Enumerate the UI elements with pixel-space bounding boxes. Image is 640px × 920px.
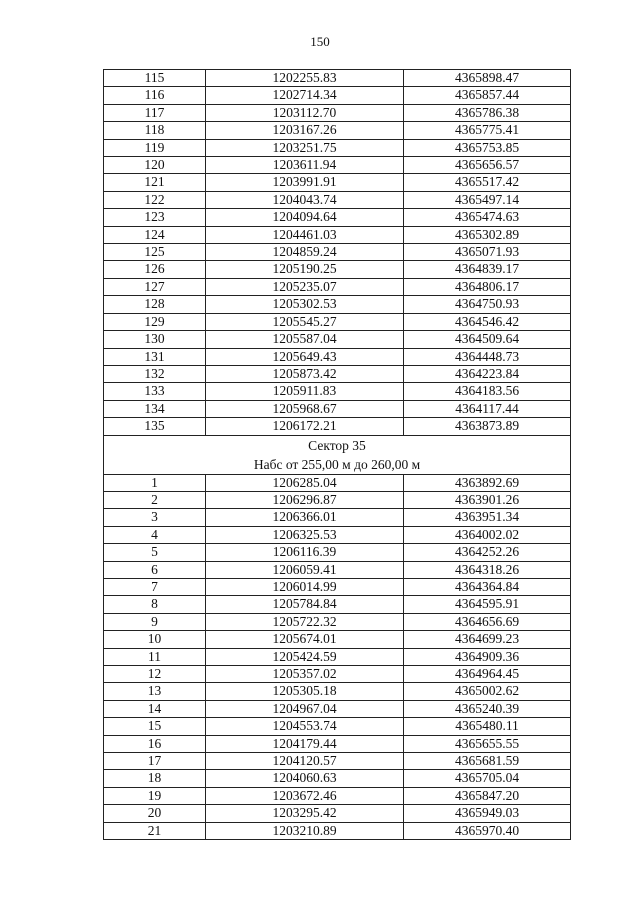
point-number: 12 [104,666,206,683]
x-coordinate: 1205357.02 [206,666,404,683]
x-coordinate: 1205873.42 [206,365,404,382]
x-coordinate: 1204461.03 [206,226,404,243]
y-coordinate: 4365705.04 [404,770,571,787]
point-number: 5 [104,544,206,561]
y-coordinate: 4364448.73 [404,348,571,365]
point-number: 115 [104,70,206,87]
x-coordinate: 1204179.44 [206,735,404,752]
y-coordinate: 4365071.93 [404,244,571,261]
sector-header [104,435,571,474]
coordinates-table [103,69,571,840]
x-coordinate: 1206014.99 [206,578,404,595]
x-coordinate: 1205674.01 [206,631,404,648]
table-row [104,735,571,752]
table-row [104,157,571,174]
table-row [104,383,571,400]
x-coordinate: 1205302.53 [206,296,404,313]
table-row [104,596,571,613]
point-number: 122 [104,191,206,208]
y-coordinate: 4364318.26 [404,561,571,578]
x-coordinate: 1205424.59 [206,648,404,665]
x-coordinate: 1204060.63 [206,770,404,787]
sector-title: Сектор 35 [308,437,366,453]
y-coordinate: 4364699.23 [404,631,571,648]
table-row [104,753,571,770]
table-row [104,822,571,839]
y-coordinate: 4365857.44 [404,87,571,104]
y-coordinate: 4365474.63 [404,209,571,226]
table-row [104,122,571,139]
point-number: 16 [104,735,206,752]
point-number: 133 [104,383,206,400]
y-coordinate: 4364595.91 [404,596,571,613]
point-number: 1 [104,474,206,491]
x-coordinate: 1203112.70 [206,104,404,121]
table-row [104,70,571,87]
x-coordinate: 1204043.74 [206,191,404,208]
point-number: 134 [104,400,206,417]
table-row [104,578,571,595]
table-row [104,139,571,156]
y-coordinate: 4365002.62 [404,683,571,700]
x-coordinate: 1205235.07 [206,278,404,295]
point-number: 10 [104,631,206,648]
table-row [104,526,571,543]
point-number: 127 [104,278,206,295]
table-row [104,613,571,630]
y-coordinate: 4364656.69 [404,613,571,630]
point-number: 135 [104,418,206,435]
x-coordinate: 1203210.89 [206,822,404,839]
x-coordinate: 1205190.25 [206,261,404,278]
point-number: 18 [104,770,206,787]
x-coordinate: 1206325.53 [206,526,404,543]
table-row [104,226,571,243]
y-coordinate: 4365497.14 [404,191,571,208]
table-row [104,296,571,313]
y-coordinate: 4364964.45 [404,666,571,683]
x-coordinate: 1202255.83 [206,70,404,87]
table-row [104,805,571,822]
x-coordinate: 1204094.64 [206,209,404,226]
table-row [104,666,571,683]
y-coordinate: 4364750.93 [404,296,571,313]
point-number: 121 [104,174,206,191]
point-number: 19 [104,787,206,804]
point-number: 129 [104,313,206,330]
point-number: 124 [104,226,206,243]
table-row [104,648,571,665]
point-number: 123 [104,209,206,226]
point-number: 13 [104,683,206,700]
point-number: 120 [104,157,206,174]
table-row [104,244,571,261]
x-coordinate: 1203991.91 [206,174,404,191]
y-coordinate: 4365655.55 [404,735,571,752]
y-coordinate: 4365302.89 [404,226,571,243]
x-coordinate: 1205784.84 [206,596,404,613]
sector-cell [104,435,571,474]
y-coordinate: 4363901.26 [404,491,571,508]
coordinates-block-1 [104,70,571,436]
x-coordinate: 1204553.74 [206,718,404,735]
table-row [104,544,571,561]
table-row [104,491,571,508]
y-coordinate: 4364364.84 [404,578,571,595]
x-coordinate: 1205305.18 [206,683,404,700]
table-row [104,561,571,578]
table-row [104,474,571,491]
point-number: 14 [104,700,206,717]
point-number: 20 [104,805,206,822]
x-coordinate: 1205722.32 [206,613,404,630]
table-row [104,509,571,526]
point-number: 6 [104,561,206,578]
y-coordinate: 4365898.47 [404,70,571,87]
point-number: 9 [104,613,206,630]
x-coordinate: 1206172.21 [206,418,404,435]
y-coordinate: 4364806.17 [404,278,571,295]
table-row [104,683,571,700]
table-row [104,174,571,191]
y-coordinate: 4365480.11 [404,718,571,735]
point-number: 119 [104,139,206,156]
point-number: 132 [104,365,206,382]
x-coordinate: 1206285.04 [206,474,404,491]
point-number: 118 [104,122,206,139]
point-number: 21 [104,822,206,839]
y-coordinate: 4364839.17 [404,261,571,278]
y-coordinate: 4365786.38 [404,104,571,121]
x-coordinate: 1202714.34 [206,87,404,104]
y-coordinate: 4365681.59 [404,753,571,770]
y-coordinate: 4365847.20 [404,787,571,804]
point-number: 3 [104,509,206,526]
y-coordinate: 4364252.26 [404,544,571,561]
y-coordinate: 4365775.41 [404,122,571,139]
x-coordinate: 1205545.27 [206,313,404,330]
table-row [104,348,571,365]
table-row [104,787,571,804]
y-coordinate: 4363892.69 [404,474,571,491]
point-number: 4 [104,526,206,543]
table-row [104,191,571,208]
point-number: 15 [104,718,206,735]
x-coordinate: 1205911.83 [206,383,404,400]
x-coordinate: 1205587.04 [206,331,404,348]
y-coordinate: 4364909.36 [404,648,571,665]
y-coordinate: 4365656.57 [404,157,571,174]
point-number: 117 [104,104,206,121]
y-coordinate: 4365240.39 [404,700,571,717]
table-row [104,400,571,417]
table-row [104,365,571,382]
point-number: 2 [104,491,206,508]
coordinates-block-2 [104,474,571,840]
x-coordinate: 1206366.01 [206,509,404,526]
x-coordinate: 1204120.57 [206,753,404,770]
y-coordinate: 4364183.56 [404,383,571,400]
x-coordinate: 1204859.24 [206,244,404,261]
sector-subtitle: Набс от 255,00 м до 260,00 м [253,456,421,472]
table-row [104,331,571,348]
table-row [104,313,571,330]
point-number: 131 [104,348,206,365]
point-number: 7 [104,578,206,595]
table-row [104,104,571,121]
point-number: 11 [104,648,206,665]
x-coordinate: 1206059.41 [206,561,404,578]
y-coordinate: 4364546.42 [404,313,571,330]
table-row [104,700,571,717]
point-number: 125 [104,244,206,261]
x-coordinate: 1205968.67 [206,400,404,417]
point-number: 116 [104,87,206,104]
x-coordinate: 1203295.42 [206,805,404,822]
y-coordinate: 4365517.42 [404,174,571,191]
table-row [104,261,571,278]
x-coordinate: 1203251.75 [206,139,404,156]
y-coordinate: 4364509.64 [404,331,571,348]
y-coordinate: 4364117.44 [404,400,571,417]
point-number: 130 [104,331,206,348]
y-coordinate: 4365949.03 [404,805,571,822]
x-coordinate: 1203167.26 [206,122,404,139]
x-coordinate: 1204967.04 [206,700,404,717]
x-coordinate: 1205649.43 [206,348,404,365]
table-row [104,87,571,104]
point-number: 128 [104,296,206,313]
point-number: 8 [104,596,206,613]
point-number: 17 [104,753,206,770]
x-coordinate: 1203672.46 [206,787,404,804]
y-coordinate: 4364002.02 [404,526,571,543]
x-coordinate: 1203611.94 [206,157,404,174]
y-coordinate: 4364223.84 [404,365,571,382]
x-coordinate: 1206296.87 [206,491,404,508]
table-row [104,418,571,435]
table-row [104,278,571,295]
x-coordinate: 1206116.39 [206,544,404,561]
table-row [104,718,571,735]
table-row [104,631,571,648]
table-row [104,209,571,226]
table-row [104,770,571,787]
page-number: 150 [310,34,330,49]
sector-row [104,435,571,474]
y-coordinate: 4365753.85 [404,139,571,156]
y-coordinate: 4365970.40 [404,822,571,839]
y-coordinate: 4363951.34 [404,509,571,526]
y-coordinate: 4363873.89 [404,418,571,435]
point-number: 126 [104,261,206,278]
